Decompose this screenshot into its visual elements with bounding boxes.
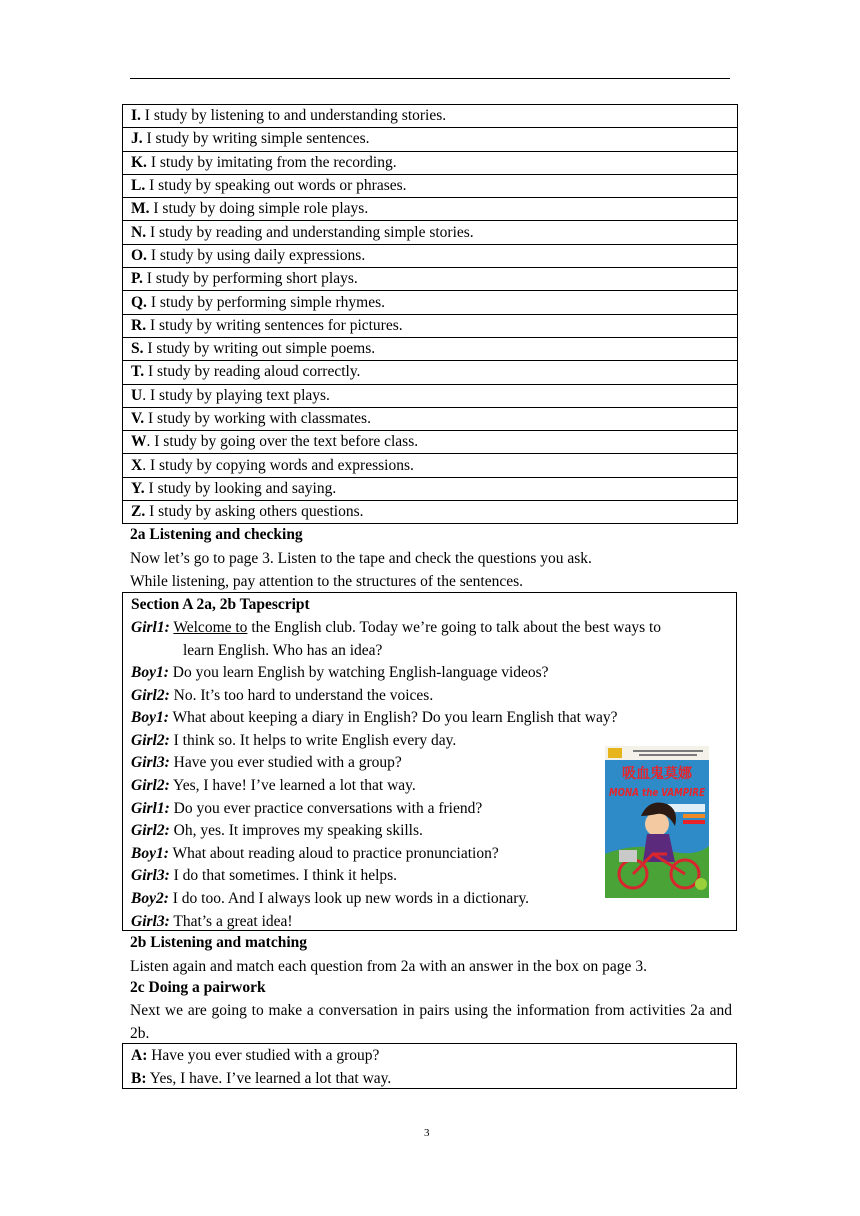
- study-methods-table: [122, 104, 738, 524]
- cover-title-cn: 吸血鬼莫娜: [622, 766, 692, 782]
- tapescript-line: [131, 798, 482, 820]
- speaker-label: Boy1:: [131, 709, 169, 727]
- row-letter: I.: [131, 107, 141, 125]
- table-cell: [123, 151, 738, 174]
- tapescript-box: [122, 592, 737, 931]
- row-letter: P.: [131, 270, 143, 288]
- line-text: I do that sometimes. I think it helps.: [169, 867, 398, 885]
- speaker-label: Girl2:: [131, 777, 170, 794]
- row-text: I study by writing out simple poems.: [143, 340, 376, 358]
- row-text: I study by using daily expressions.: [146, 246, 366, 264]
- row-letter: Y.: [131, 479, 145, 497]
- line-text: I think so. It helps to write English every day.: [169, 731, 457, 749]
- girl-face: [645, 812, 669, 836]
- row-text: I study by asking others questions.: [145, 503, 364, 521]
- table-row: [123, 454, 738, 477]
- line-text: That’s a great idea!: [169, 912, 293, 930]
- section-2a-line2: While listening, pay attention to the structures of the sentences.: [130, 573, 523, 590]
- table-row: [123, 291, 738, 314]
- row-text: . I study by going over the text before class.: [146, 433, 419, 451]
- tapescript-line: [131, 775, 416, 797]
- tapescript-line: [131, 843, 499, 865]
- line-text: Have you ever studied with a group?: [169, 754, 402, 772]
- row-text: I study by working with classmates.: [144, 410, 371, 427]
- row-letter: S.: [131, 340, 144, 358]
- row-letter: X: [131, 456, 143, 474]
- tapescript-line: [131, 730, 456, 752]
- row-letter: Q.: [131, 293, 147, 311]
- row-letter: U: [131, 386, 143, 404]
- speaker-label: Boy1:: [131, 844, 169, 862]
- row-text: I study by reading and understanding simple stories.: [146, 223, 474, 241]
- tapescript-line: [131, 707, 618, 729]
- speaker-label: Girl1:: [131, 799, 170, 817]
- table-row: [123, 151, 738, 174]
- table-cell: [123, 407, 738, 430]
- table-cell: [123, 244, 738, 267]
- speaker-label: A:: [131, 1047, 148, 1064]
- pairwork-box: [122, 1043, 737, 1089]
- table-cell: [123, 361, 738, 384]
- row-letter: L.: [131, 177, 146, 195]
- line-text: the English club. Today we’re going to talk about the best ways to: [247, 619, 662, 636]
- speaker-label: Girl3:: [131, 867, 170, 885]
- table-cell: [123, 431, 738, 454]
- underlined-phrase: Welcome to: [173, 619, 248, 636]
- table-cell: [123, 221, 738, 244]
- speaker-label: Boy2:: [131, 890, 169, 907]
- row-text: I study by listening to and understanding stories.: [140, 107, 447, 125]
- line-text: No. It’s too hard to understand the voices.: [169, 686, 434, 704]
- table-row: [123, 314, 738, 337]
- table-row: [123, 361, 738, 384]
- table-row: [123, 384, 738, 407]
- table-cell: [123, 268, 738, 291]
- speaker-label: Girl1:: [131, 619, 170, 636]
- row-text: I study by imitating from the recording.: [146, 153, 397, 171]
- row-letter: J.: [131, 130, 143, 148]
- table-row: [123, 244, 738, 267]
- row-text: . I study by playing text plays.: [142, 386, 330, 404]
- section-2c-heading: 2c Doing a pairwork: [130, 979, 266, 996]
- speaker-label: Girl2:: [131, 686, 170, 704]
- row-text: I study by looking and saying.: [144, 479, 337, 497]
- table-row: [123, 221, 738, 244]
- table-cell: [123, 501, 738, 524]
- speaker-label: Girl2:: [131, 822, 170, 840]
- table-row: [123, 501, 738, 524]
- table-cell: [123, 337, 738, 360]
- table-cell: [123, 291, 738, 314]
- page-number: 3: [424, 1127, 430, 1139]
- line-text: Do you ever practice conversations with a friend?: [169, 799, 483, 817]
- table-row: [123, 128, 738, 151]
- speaker-label: Girl3:: [131, 754, 170, 772]
- table-row: [123, 431, 738, 454]
- tapescript-line-first: [131, 617, 733, 662]
- tapescript-line: [131, 752, 402, 774]
- section-2c-paragraph: Next we are going to make a conversation in pairs using the information from activities 2a and 2b.: [130, 1002, 732, 1042]
- tapescript-line: [131, 888, 529, 910]
- row-letter: N.: [131, 223, 147, 241]
- row-letter: M.: [131, 200, 150, 218]
- tapescript-line: [131, 820, 423, 842]
- table-row: [123, 105, 738, 128]
- line-text: Have you ever studied with a group?: [147, 1047, 380, 1064]
- book-cover-image: [605, 746, 709, 898]
- row-letter: T.: [131, 363, 145, 381]
- tapescript-line: [131, 662, 549, 684]
- section-2a-line1: Now let’s go to page 3. Listen to the tape and check the questions you ask.: [130, 550, 592, 567]
- table-row: [123, 174, 738, 197]
- table-cell: [123, 128, 738, 151]
- table-cell: [123, 198, 738, 221]
- row-letter: Z.: [131, 503, 146, 521]
- table-row: [123, 337, 738, 360]
- tapescript-heading: Section A 2a, 2b Tapescript: [131, 596, 310, 613]
- row-text: . I study by copying words and expressions.: [142, 456, 414, 474]
- table-cell: [123, 174, 738, 197]
- table-row: [123, 477, 738, 500]
- cover-sticker: [695, 878, 707, 890]
- line-text: Yes, I have! I’ve learned a lot that way.: [169, 777, 416, 794]
- line-text: Do you learn English by watching English-language videos?: [168, 664, 549, 681]
- table-cell: [123, 105, 738, 128]
- tapescript-line: [131, 911, 293, 933]
- tapescript-line: [131, 685, 433, 707]
- speaker-label: Girl2:: [131, 731, 170, 749]
- table-row: [123, 407, 738, 430]
- tapescript-line: [131, 865, 397, 887]
- section-2a-heading: 2a Listening and checking: [130, 526, 303, 543]
- bike-basket: [619, 850, 637, 862]
- row-text: I study by performing short plays.: [142, 270, 358, 288]
- table-row: [123, 198, 738, 221]
- row-letter: K.: [131, 153, 147, 171]
- line-text: I do too. And I always look up new words in a dictionary.: [168, 890, 530, 907]
- line-text: Yes, I have. I’ve learned a lot that way.: [146, 1069, 392, 1087]
- speaker-label: B:: [131, 1069, 147, 1087]
- section-2b-heading: 2b Listening and matching: [130, 934, 308, 951]
- header-rule: [130, 78, 730, 79]
- table-cell: [123, 477, 738, 500]
- speaker-label: Girl3:: [131, 912, 170, 930]
- line-text: What about reading aloud to practice pronunciation?: [168, 844, 499, 862]
- cover-title-en: MONA the VAMPIRE: [609, 786, 706, 799]
- row-letter: W: [131, 433, 147, 451]
- table-cell: [123, 314, 738, 337]
- row-letter: R.: [131, 316, 147, 334]
- pairwork-line: [131, 1045, 379, 1067]
- row-letter: O.: [131, 246, 147, 264]
- row-text: I study by reading aloud correctly.: [144, 363, 361, 381]
- row-text: I study by writing sentences for pictures.: [146, 316, 403, 334]
- line-continuation: learn English. Who has an idea?: [183, 641, 383, 659]
- row-text: I study by performing simple rhymes.: [146, 293, 386, 311]
- row-text: I study by doing simple role plays.: [149, 200, 369, 218]
- line-text: What about keeping a diary in English? Do you learn English that way?: [168, 709, 618, 727]
- publisher-logo: [608, 748, 622, 758]
- row-text: I study by speaking out words or phrases.: [145, 177, 407, 195]
- speaker-label: Boy1:: [131, 664, 169, 681]
- table-cell: [123, 384, 738, 407]
- pairwork-line: [131, 1068, 391, 1090]
- table-cell: [123, 454, 738, 477]
- row-letter: V.: [131, 410, 145, 427]
- line-text: Oh, yes. It improves my speaking skills.: [169, 822, 423, 840]
- table-row: [123, 268, 738, 291]
- section-2b-line1: Listen again and match each question from 2a with an answer in the box on page 3.: [130, 958, 647, 975]
- row-text: I study by writing simple sentences.: [142, 130, 370, 148]
